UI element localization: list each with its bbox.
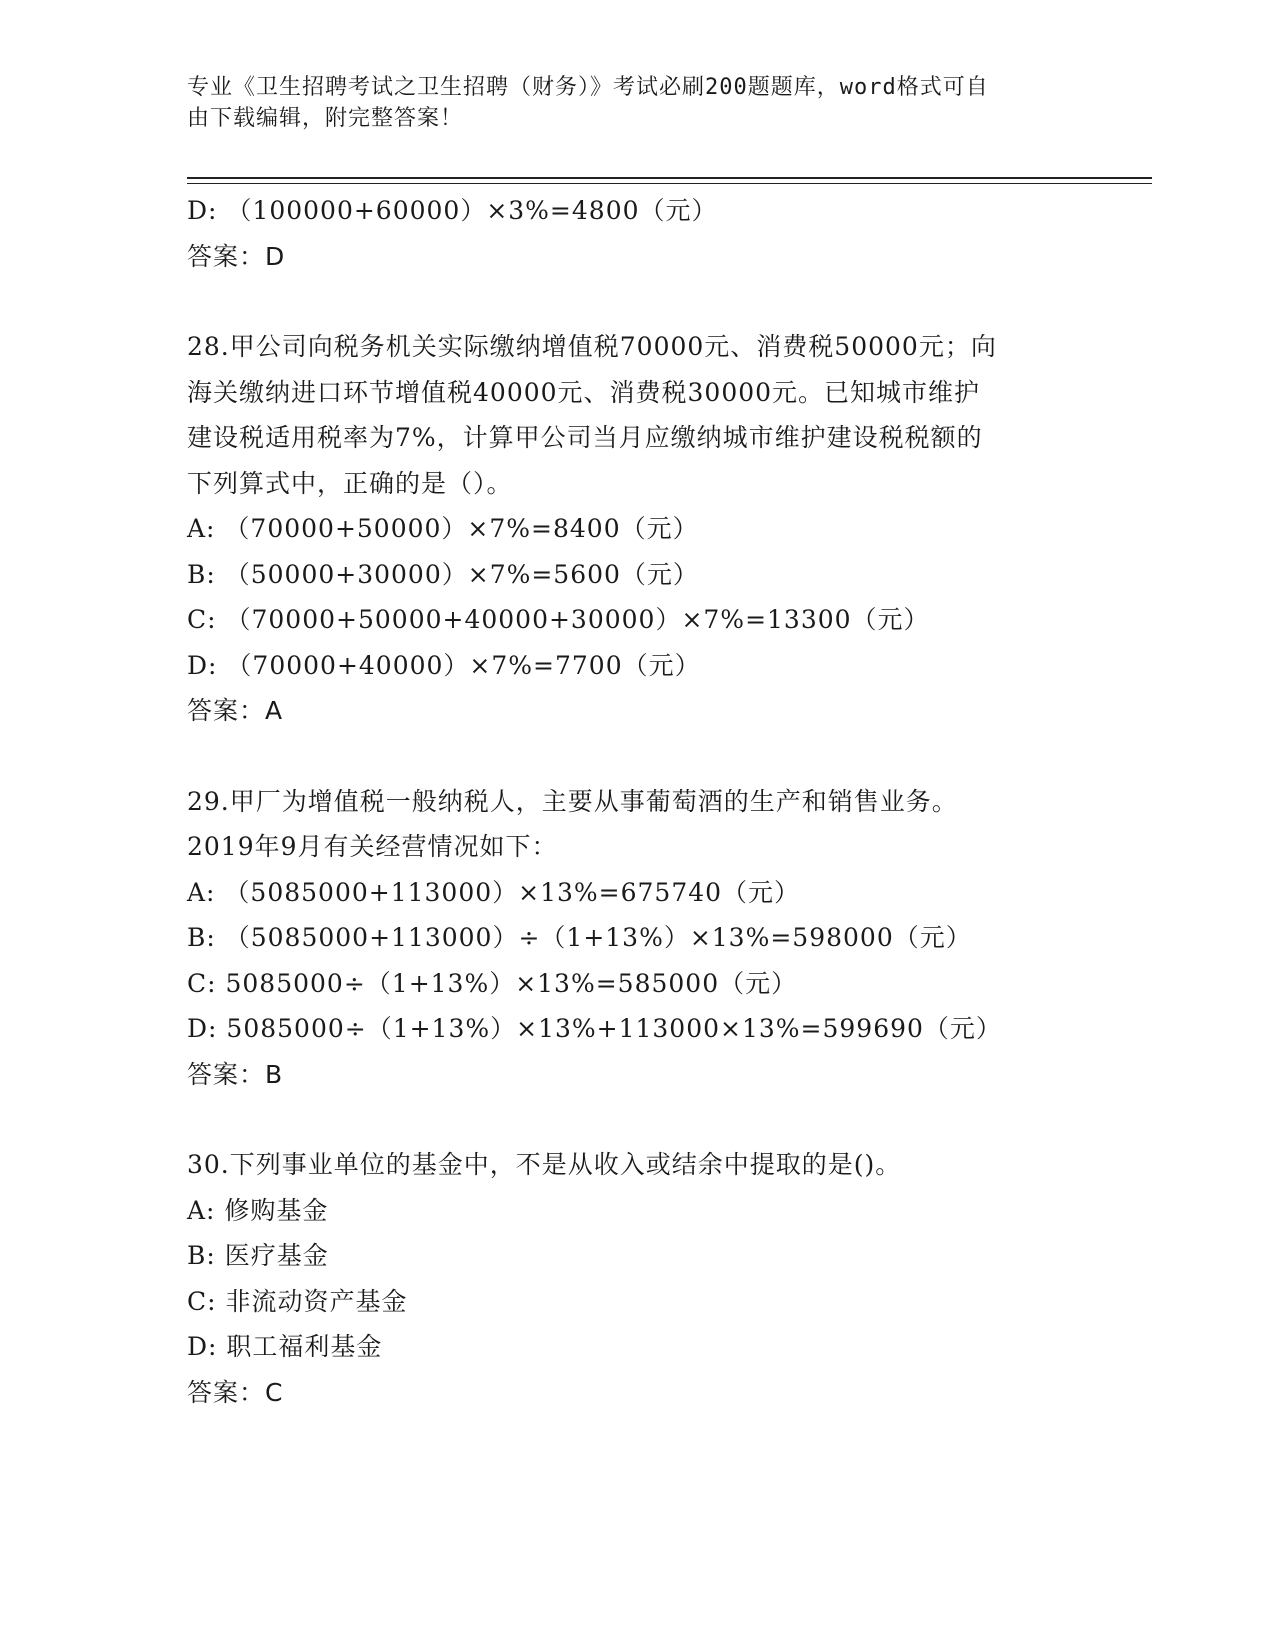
option-b: B: （5085000+113000）÷（1+13%）×13%=598000（元） xyxy=(187,923,972,952)
question-line: 海关缴纳进口环节增值税40000元、消费税30000元。已知城市维护 xyxy=(187,377,981,407)
question-text xyxy=(187,779,1067,870)
option-d: D: （100000+60000）×3%=4800（元） xyxy=(187,196,718,225)
document-body xyxy=(187,188,1067,1415)
header-divider xyxy=(187,183,1152,184)
question-line: 2019年9月有关经营情况如下： xyxy=(187,832,558,861)
option-b: B: （50000+30000）×7%=5600（元） xyxy=(187,559,699,589)
option-b: B: 医疗基金 xyxy=(187,1241,329,1270)
question-line: 下列算式中，正确的是（）。 xyxy=(187,468,513,498)
option-c: C: （70000+50000+40000+30000）×7%=13300（元） xyxy=(187,605,930,634)
question-27-tail xyxy=(187,188,1067,279)
answer: 答案：C xyxy=(187,1377,284,1407)
header-line: 由下载编辑，附完整答案！ xyxy=(187,106,464,131)
page-header xyxy=(187,72,1067,134)
question-line: 29.甲厂为增值税一般纳税人，主要从事葡萄酒的生产和销售业务。 xyxy=(187,786,958,816)
option-c: C: 5085000÷（1+13%）×13%=585000（元） xyxy=(187,968,798,998)
option-a: A: 修购基金 xyxy=(187,1195,329,1225)
option-a: A: （5085000+113000）×13%=675740（元） xyxy=(187,877,801,907)
option-c: C: 非流动资产基金 xyxy=(187,1286,408,1316)
option-d: D: 职工福利基金 xyxy=(187,1332,383,1361)
answer: 答案：A xyxy=(187,696,284,725)
option-d: D: 5085000÷（1+13%）×13%+113000×13%=599690（元） xyxy=(187,1014,1002,1043)
question-29 xyxy=(187,779,1067,1098)
header-divider xyxy=(187,177,1152,179)
header-line: 专业《卫生招聘考试之卫生招聘（财务）》考试必刷200题题库，word格式可自 xyxy=(187,75,989,100)
option-d: D: （70000+40000）×7%=7700（元） xyxy=(187,650,701,680)
question-line: 28.甲公司向税务机关实际缴纳增值税70000元、消费税50000元；向 xyxy=(187,332,997,361)
option-a: A: （70000+50000）×7%=8400（元） xyxy=(187,514,699,543)
question-30 xyxy=(187,1142,1067,1415)
question-text xyxy=(187,324,1067,506)
question-line: 建设税适用税率为7%，计算甲公司当月应缴纳城市维护建设税税额的 xyxy=(187,423,983,452)
question-text xyxy=(187,1142,1067,1188)
answer: 答案：D xyxy=(187,241,286,271)
answer: 答案：B xyxy=(187,1059,284,1089)
question-28 xyxy=(187,324,1067,734)
question-line: 30.下列事业单位的基金中，不是从收入或结余中提取的是()。 xyxy=(187,1150,902,1179)
